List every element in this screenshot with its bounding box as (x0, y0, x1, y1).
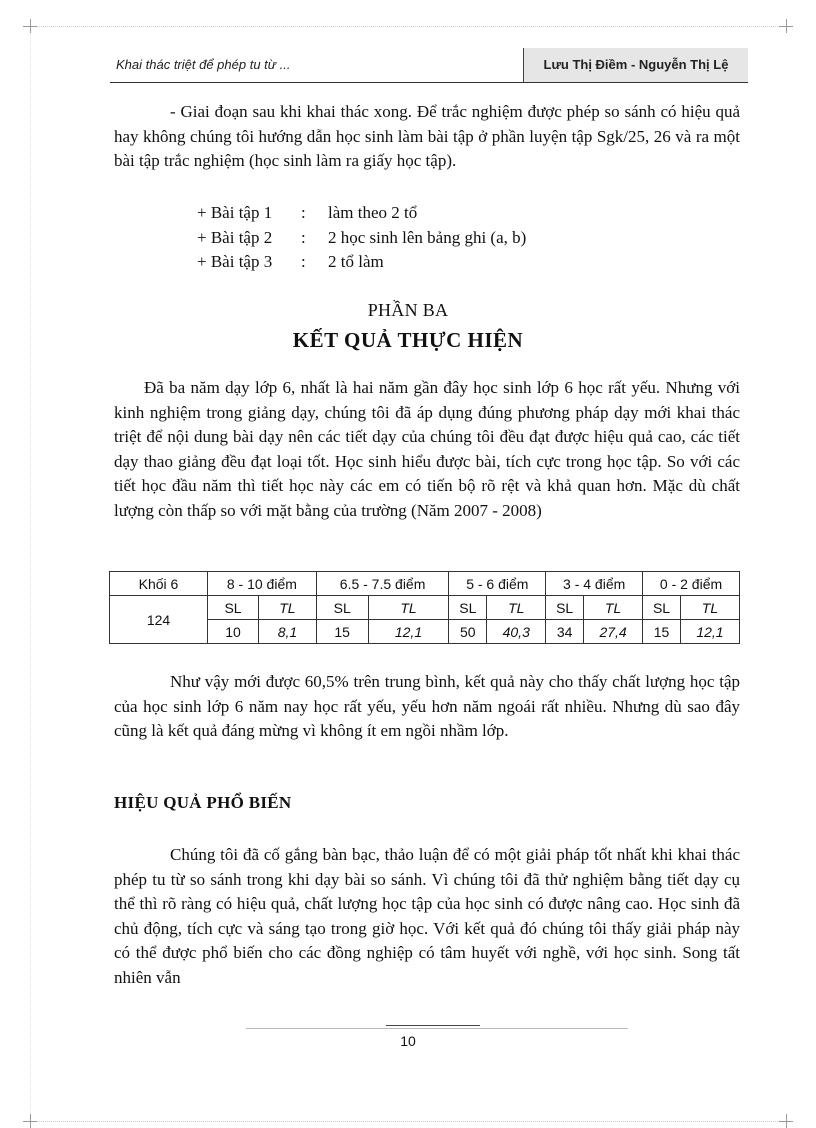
table-group-header: 6.5 - 7.5 điểm (316, 572, 449, 596)
page-border-top (30, 26, 786, 27)
table-col-sl: SL (316, 596, 368, 620)
table-col-tl: TL (584, 596, 643, 620)
exercise-name: + Bài tập 2 (197, 227, 273, 247)
exercise-name: + Bài tập 3 (197, 252, 273, 271)
table-cell-sl: 10 (208, 620, 259, 644)
table-group-header: 8 - 10 điểm (208, 572, 317, 596)
part-heading: KẾT QUẢ THỰC HIỆN (292, 328, 524, 352)
page-header (110, 48, 748, 83)
table-cell-sl: 34 (546, 620, 584, 644)
footer-rule-short (386, 1025, 480, 1026)
table-col-tl: TL (259, 596, 317, 620)
table-cell-tl: 8,1 (259, 620, 317, 644)
table-col-tl: TL (368, 596, 449, 620)
part-label: PHẦN BA (367, 300, 449, 320)
table-col-sl: SL (546, 596, 584, 620)
table-group-header: 5 - 6 điểm (449, 572, 546, 596)
exercise-desc: 2 tổ làm (328, 252, 384, 271)
table-col-tl: TL (680, 596, 739, 620)
table-col-sl: SL (449, 596, 487, 620)
footer-rule (246, 1028, 628, 1029)
section-heading: HIỆU QUẢ PHỔ BIẾN (114, 793, 292, 812)
table-cell-sl: 15 (643, 620, 681, 644)
exercise-item (197, 201, 526, 226)
conclusion-block (114, 670, 740, 744)
exercise-desc: làm theo 2 tổ (328, 203, 418, 222)
results-block (114, 376, 740, 523)
table-cell-tl: 40,3 (487, 620, 546, 644)
table-total: 124 (110, 596, 208, 644)
exercise-list (197, 201, 526, 275)
intro-block (114, 100, 740, 174)
corner-mark (786, 1121, 787, 1122)
exercise-item (197, 250, 526, 275)
exercise-name: + Bài tập 1 (197, 203, 273, 222)
table-cell-sl: 15 (316, 620, 368, 644)
document-title: Khai thác triệt để phép tu từ ... (116, 57, 291, 72)
page-border-bottom (30, 1121, 786, 1122)
page-border-left (30, 26, 31, 1121)
table-group-header: 3 - 4 điểm (546, 572, 643, 596)
table-col-sl: SL (643, 596, 681, 620)
conclusion-paragraph: Như vậy mới được 60,5% trên trung bình, kết quả này cho thấy chất lượng học tập của học sinh lớp 6 năm nay học rất yếu, yếu hơn năm ngoái rất nhiều. Nhưng dù sao đây cũng là kết quả đáng mừng vì không ít em ngồi nhầm lớp. (114, 672, 740, 740)
table-corner-label: Khối 6 (110, 572, 208, 596)
table-col-sl: SL (208, 596, 259, 620)
exercise-item (197, 226, 526, 251)
table-subheader-row (110, 596, 740, 620)
results-table (109, 571, 740, 644)
exercise-colon: : (301, 227, 306, 247)
section-block (114, 843, 740, 990)
table-header-row (110, 572, 740, 596)
results-paragraph: Đã ba năm dạy lớp 6, nhất là hai năm gần đây học sinh lớp 6 học rất yếu. Nhưng với kinh nghiệm trong giảng dạy, chúng tôi đã áp dụng đúng phương pháp dạy mới khai thác triệt để nội dung bài dạy nên các tiết dạy của chúng tôi đều đạt được hiệu quả cao, các tiết dạy thao giảng đều đạt loại tốt. Học sinh hiểu được bài, tích cực trong học tập. So với các tiết học đầu năm thì tiết học này các em có tiến bộ rõ rệt và khả quan hơn. Mặc dù chất lượng còn thấp so với mặt bằng của trường (Năm 2007 - 2008) (114, 378, 740, 520)
intro-paragraph: - Giai đoạn sau khi khai thác xong. Để trắc nghiệm được phép so sánh có hiệu quả hay không chúng tôi hướng dẫn học sinh làm bài tập ở phần luyện tập Sgk/25, 26 và ra một bài tập trắc nghiệm (học sinh làm ra giấy học tập). (114, 102, 740, 170)
exercise-desc: 2 học sinh lên bảng ghi (a, b) (328, 227, 527, 247)
table-group-header: 0 - 2 điểm (643, 572, 740, 596)
exercise-colon: : (301, 203, 306, 222)
table-col-tl: TL (487, 596, 546, 620)
corner-mark (30, 26, 31, 27)
table-cell-tl: 27,4 (584, 620, 643, 644)
table-cell-sl: 50 (449, 620, 487, 644)
author-names: Lưu Thị Điềm - Nguyễn Thị Lệ (523, 48, 748, 82)
corner-mark (786, 26, 787, 27)
table-cell-tl: 12,1 (368, 620, 449, 644)
page-number: 10 (400, 1033, 416, 1049)
corner-mark (30, 1121, 31, 1122)
table-cell-tl: 12,1 (680, 620, 739, 644)
section-paragraph: Chúng tôi đã cố gắng bàn bạc, thảo luận để có một giải pháp tốt nhất khi khai thác phép tu từ so sánh trong khi dạy bài so sánh. Vì chúng tôi đã thử nghiệm bằng tiết dạy cụ thể thì rõ ràng có hiệu quả, chất lượng học tập của học sinh có được nâng cao. Học sinh đã chủ động, tích cực và sáng tạo trong giờ học. Với kết quả đó chúng tôi thấy giải pháp này có thể được phổ biến cho các đồng nghiệp có tâm huyết với nghề, với học sinh. Song tất nhiên vẫn (114, 845, 740, 987)
exercise-colon: : (301, 252, 306, 271)
